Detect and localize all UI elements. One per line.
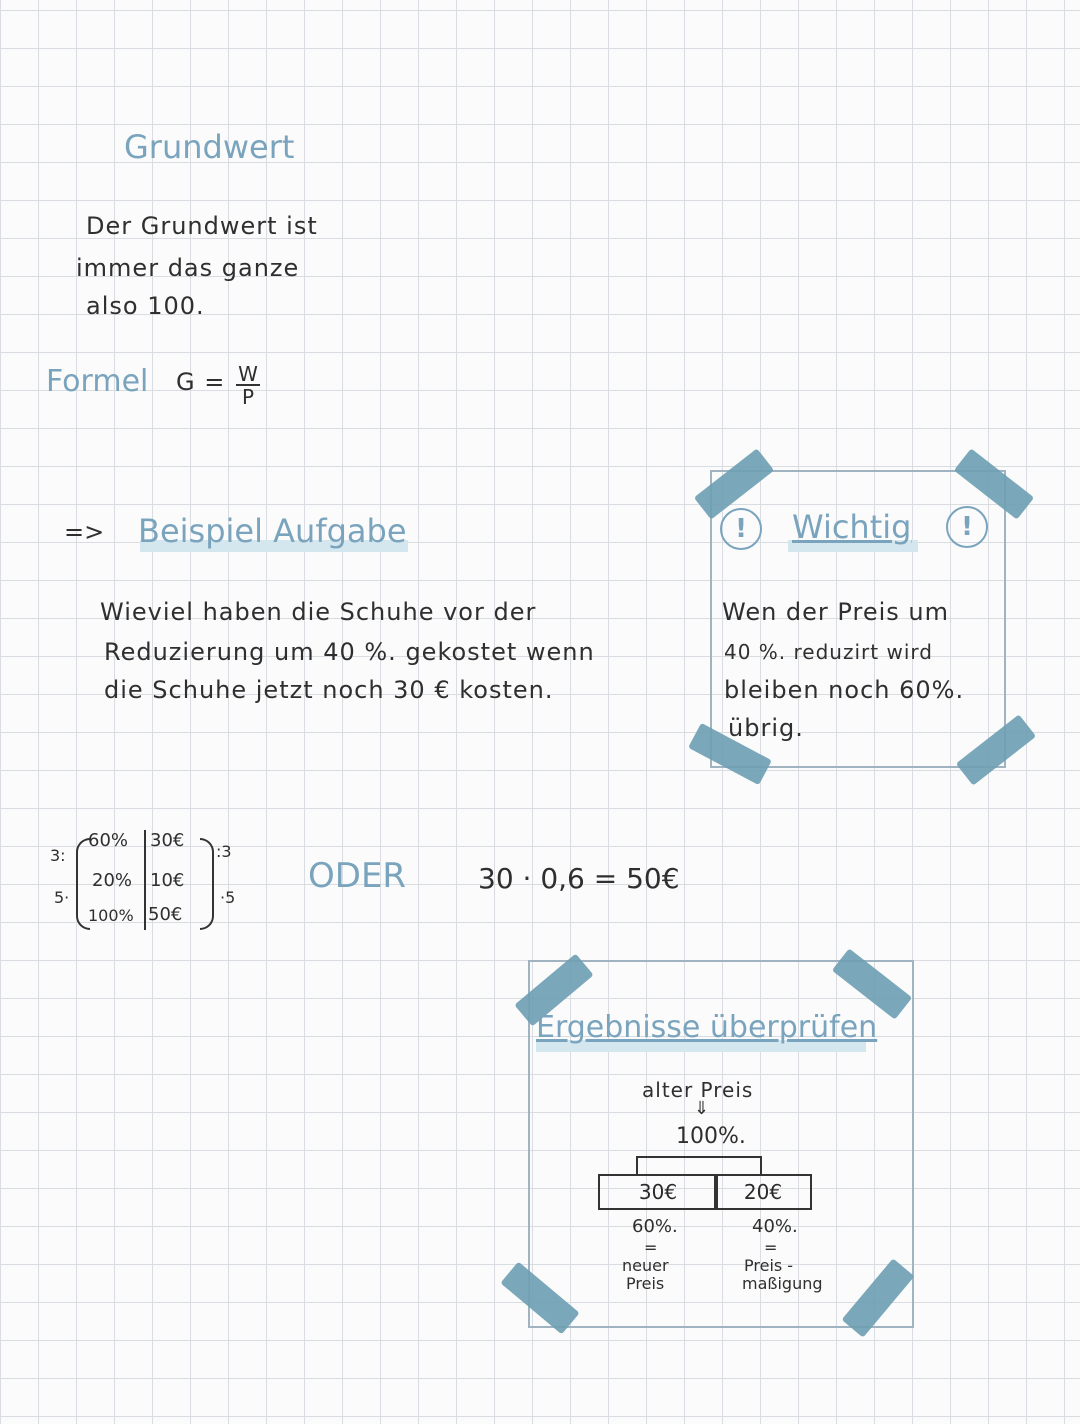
right-pct: 40%.: [752, 1216, 798, 1237]
hundert-prozent: 100%.: [676, 1124, 746, 1149]
formel-numerator: W: [236, 364, 260, 386]
box-left: 30€: [598, 1174, 718, 1210]
oder-label: ODER: [308, 856, 407, 896]
table-divider: [144, 830, 146, 930]
right-eq: =: [764, 1238, 778, 1257]
dreisatz-row-2-pct: 20%: [92, 870, 133, 891]
wichtig-line-1: Wen der Preis um: [722, 598, 949, 626]
neuer-label: neuer: [622, 1256, 669, 1275]
exclamation-icon: !: [946, 506, 988, 548]
box-right: 20€: [714, 1174, 812, 1210]
tree-bracket: [636, 1156, 762, 1176]
grundwert-title: Grundwert: [124, 128, 295, 166]
left-eq: =: [644, 1238, 658, 1257]
grundwert-line-1: Der Grundwert ist: [86, 212, 318, 240]
beispiel-line-2: Reduzierung um 40 %. gekostet wenn: [104, 638, 595, 666]
wichtig-line-3: bleiben noch 60%.: [724, 676, 965, 704]
preis-label: Preis: [626, 1274, 665, 1293]
down-arrow-icon: ⇓: [694, 1098, 710, 1119]
grundwert-line-2: immer das ganze: [76, 254, 300, 282]
dreisatz-div-3: 3:: [50, 846, 66, 865]
beispiel-title: Beispiel Aufgabe: [138, 512, 407, 550]
grundwert-line-3: also 100.: [86, 292, 205, 320]
preis-dash-label: Preis -: [744, 1256, 794, 1275]
right-bracket: [200, 838, 214, 930]
beispiel-line-3: die Schuhe jetzt noch 30 € kosten.: [104, 676, 554, 704]
calculation: 30 · 0,6 = 50€: [478, 862, 680, 895]
ergebnisse-title: Ergebnisse überprüfen: [536, 1010, 878, 1045]
dreisatz-row-3-val: 50€: [148, 904, 183, 925]
dreisatz-row-3-pct: 100%: [88, 906, 134, 925]
wichtig-line-4: übrig.: [728, 714, 804, 742]
dreisatz-right-mul-5: ·5: [220, 888, 236, 907]
dreisatz-mul-5: 5·: [54, 888, 70, 907]
exclamation-icon: !: [720, 508, 762, 550]
formel-label: Formel: [46, 364, 149, 399]
beispiel-line-1: Wieviel haben die Schuhe vor der: [100, 598, 537, 626]
massigung-label: maßigung: [742, 1274, 823, 1293]
formel-lhs: G =: [176, 368, 226, 396]
dreisatz-row-1-pct: 60%: [88, 830, 129, 851]
formel-denominator: P: [241, 385, 255, 409]
left-pct: 60%.: [632, 1216, 678, 1237]
dreisatz-row-1-val: 30€: [150, 830, 185, 851]
dreisatz-row-2-val: 10€: [150, 870, 185, 891]
arrow-implies: =>: [64, 518, 105, 546]
formel-fraction: [236, 364, 260, 408]
dreisatz-right-div-3: :3: [216, 842, 232, 861]
wichtig-title: Wichtig: [792, 508, 912, 546]
wichtig-line-2: 40 %. reduzirt wird: [724, 640, 933, 664]
alter-preis-label: alter Preis: [642, 1078, 754, 1102]
